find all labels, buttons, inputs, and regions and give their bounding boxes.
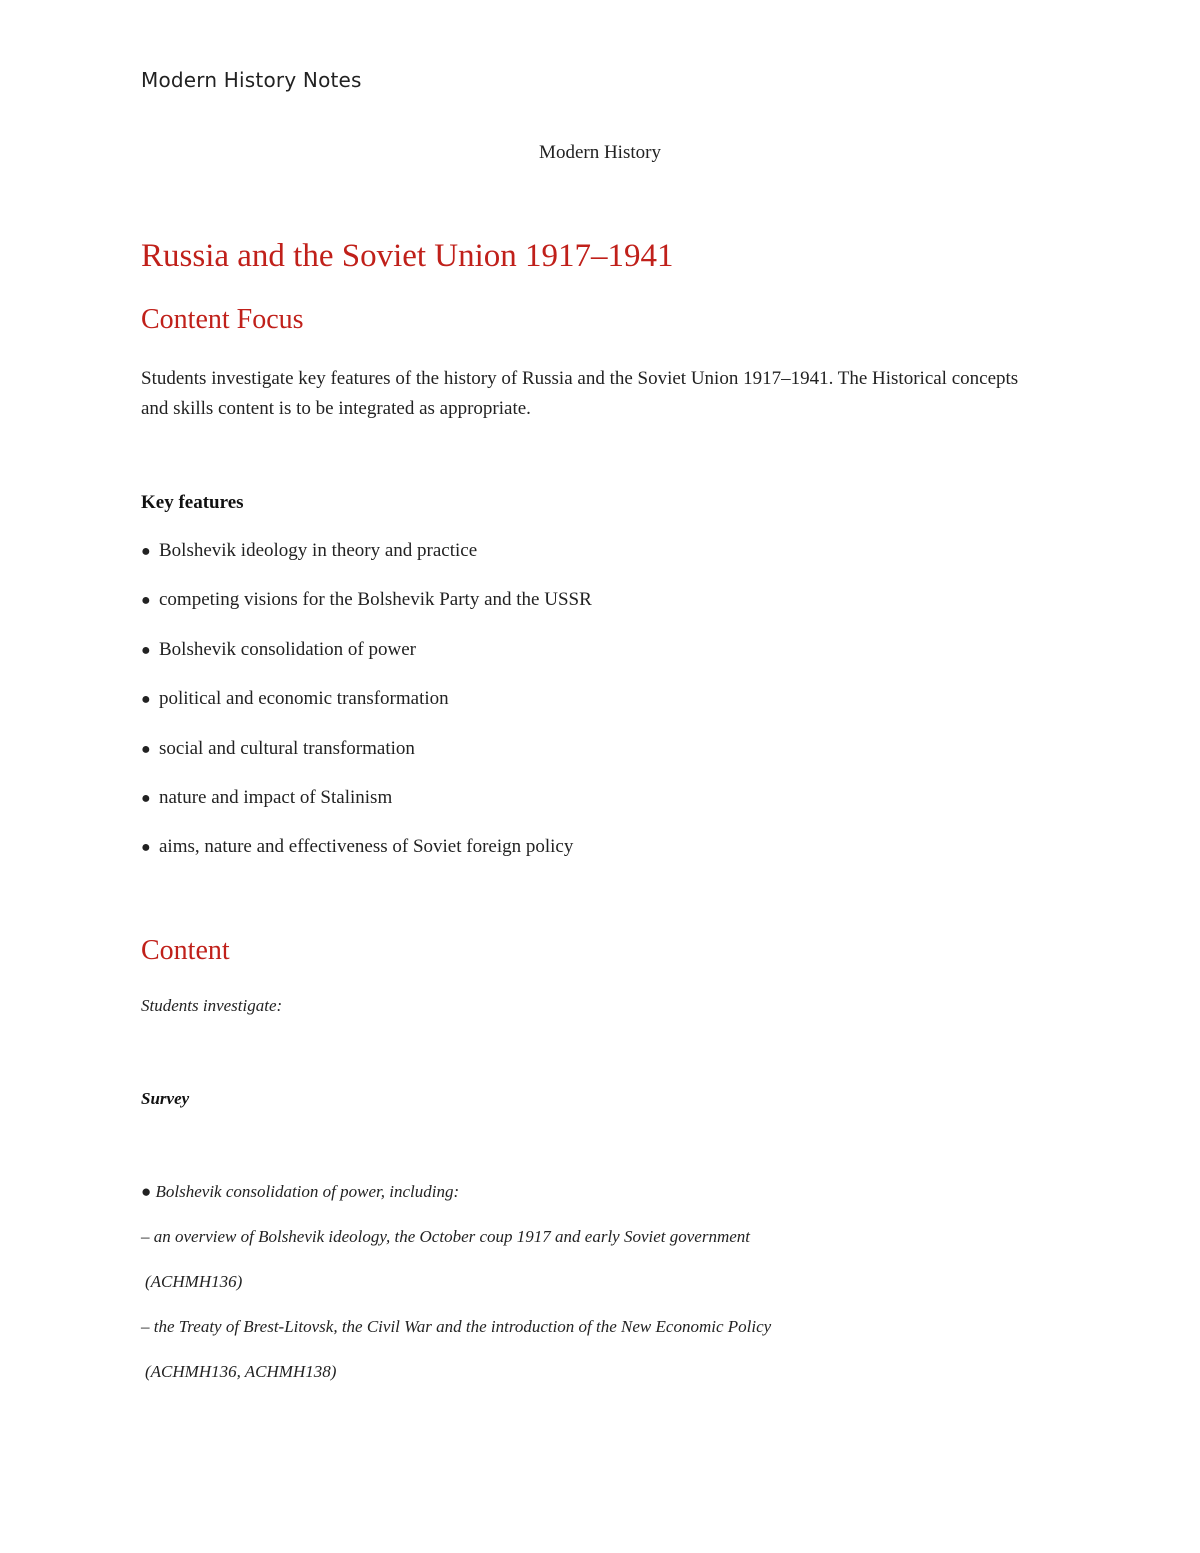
list-item-text: nature and impact of Stalinism xyxy=(159,786,393,808)
bullet-icon: ● xyxy=(141,740,151,758)
list-item xyxy=(141,738,592,787)
content-line: – the Treaty of Brest-Litovsk, the Civil War and the introduction of the New Economic Policy xyxy=(141,1317,772,1336)
list-item-text: aims, nature and effectiveness of Soviet foreign policy xyxy=(159,836,574,858)
bullet-icon: ● xyxy=(141,641,151,659)
list-item-text: social and cultural transformation xyxy=(159,737,415,759)
list-item xyxy=(141,688,592,737)
content-line: – an overview of Bolshevik ideology, the October coup 1917 and early Soviet government xyxy=(141,1227,751,1246)
list-item-text: competing visions for the Bolshevik Party and the USSR xyxy=(159,589,592,611)
list-item-text: Bolshevik ideology in theory and practice xyxy=(159,540,478,561)
list-item xyxy=(141,540,592,589)
content-focus-paragraph: Students investigate key features of the history of Russia and the Soviet Union 1917–1941. The Historical concepts and skills content is to be integrated as appropriate. xyxy=(141,368,1019,419)
survey-heading: Survey xyxy=(141,1089,190,1108)
subject-title: Modern History xyxy=(539,142,661,163)
key-features-list xyxy=(141,540,592,886)
content-line: ● Bolshevik consolidation of power, including: xyxy=(141,1182,460,1201)
bullet-icon: ● xyxy=(141,543,151,560)
content-line: (ACHMH136, ACHMH138) xyxy=(145,1362,337,1381)
content-line: (ACHMH136) xyxy=(145,1272,243,1291)
content-heading: Content xyxy=(141,935,230,966)
content-intro: Students investigate: xyxy=(141,996,283,1015)
bullet-icon: ● xyxy=(141,839,151,857)
list-item-text: political and economic transformation xyxy=(159,688,449,710)
content-focus-heading: Content Focus xyxy=(141,304,304,335)
bullet-icon: ● xyxy=(141,592,151,610)
list-item xyxy=(141,639,592,688)
page-header: Modern History Notes xyxy=(141,68,362,92)
list-item xyxy=(141,589,592,638)
bullet-icon: ● xyxy=(141,789,151,807)
list-item-text: Bolshevik consolidation of power xyxy=(159,638,416,660)
document-title: Russia and the Soviet Union 1917–1941 xyxy=(141,238,674,274)
list-item xyxy=(141,836,592,885)
list-item xyxy=(141,787,592,836)
bullet-icon: ● xyxy=(141,691,151,709)
key-features-heading: Key features xyxy=(141,492,244,513)
